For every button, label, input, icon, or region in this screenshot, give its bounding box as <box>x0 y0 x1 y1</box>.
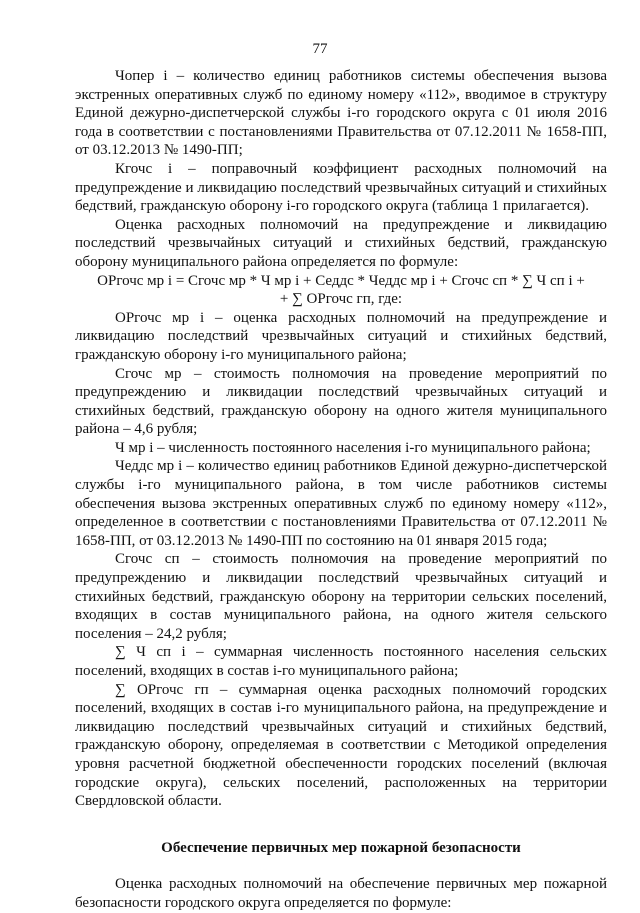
page-number: 77 <box>312 41 328 57</box>
paragraph-sgochs-mr: Сгочс мр – стоимость полномочия на проведение мероприятий по предупреждению и ликвидации последствий чрезвычайных ситуаций и стихийных бедствий, гражданскую оборону на одного жителя муниципального района – 4,6 рубля; <box>75 365 607 438</box>
paragraph-sum-orgochs-gp: ∑ ОРгочс гп – суммарная оценка расходных полномочий городских поселений, входящих в состав i-го муниципального района, на предупреждение и ликвидацию последствий чрезвычайных ситуаций и стихийных бедствий, гражданскую оборону, определяемая в соответствии с Методикой определения уровня расчетной бюджетной обеспеченности городских поселений (включая городские округа), сельских поселений, расположенных на территории Свердловской области. <box>75 681 607 810</box>
paragraph-chop: Чопер i – количество единиц работников системы обеспечения вызова экстренных оперативных служб по единому номеру «112», вводимое в структуру Единой дежурно-диспетчерской службы i-го городского округа с 01 июля 2016 года в соответствии с постановлениями Правительства от 07.12.2011 № 1658-ПП, от 03.12.2013 № 1490-ПП; <box>75 68 607 159</box>
paragraph-kgochs: Кгочс i – поправочный коэффициент расходных полномочий на предупреждение и ликвидацию последствий чрезвычайных ситуаций и стихийных бедствий, гражданскую оборону i-го городского округа (таблица 1 прилагается). <box>75 160 607 215</box>
formula-line-2: + ∑ ОРгочс гп, где: <box>279 291 403 308</box>
section-heading: Обеспечение первичных мер пожарной безопасности <box>161 839 521 856</box>
paragraph-sgochs-sp: Сгочс сп – стоимость полномочия на проведение мероприятий по предупреждению и ликвидации последствий чрезвычайных ситуаций и стихийных бедствий, гражданскую оборону на территории сельских поселений, входящих в состав муниципального района, на одного жителя сельского поселения – 24,2 рубля; <box>75 551 607 642</box>
paragraph-cheds-mr: Чеддс мр i – количество единиц работников Единой дежурно-диспетчерской службы i-го муниципального района, в том числе работников системы обеспечения вызова экстренных оперативных служб по единому номеру «112», определенное в соответствии с постановлениями Правительства от 07.12.2011 № 1658-ПП, от 03.12.2013 № 1490-ПП по состоянию на 01 января 2015 года; <box>75 458 607 549</box>
paragraph-fire-safety-intro: Оценка расходных полномочий на обеспечение первичных мер пожарной безопасности городского округа определяется по формуле: <box>75 876 607 911</box>
paragraph-orgochs-mr: ОРгочс мр i – оценка расходных полномочий на предупреждение и ликвидацию последствий чрезвычайных ситуаций и стихийных бедствий, гражданскую оборону i-го муниципального района; <box>75 309 607 363</box>
paragraph-assessment-intro: Оценка расходных полномочий на предупреждение и ликвидацию последствий чрезвычайных ситуаций и стихийных бедствий, гражданскую оборону муниципального района определяется по формуле: <box>75 216 607 270</box>
paragraph-sum-ch-sp: ∑ Ч сп i – суммарная численность постоянного населения сельских поселений, входящих в состав i-го муниципального района; <box>75 644 607 679</box>
paragraph-ch-mr: Ч мр i – численность постоянного населения i-го муниципального района; <box>115 439 591 456</box>
formula-line-1: ОРгочс мр i = Сгочс мр * Ч мр i + Седдс * Чеддс мр i + Сгочс сп * ∑ Ч сп i + <box>97 272 585 289</box>
document-body <box>75 67 607 913</box>
